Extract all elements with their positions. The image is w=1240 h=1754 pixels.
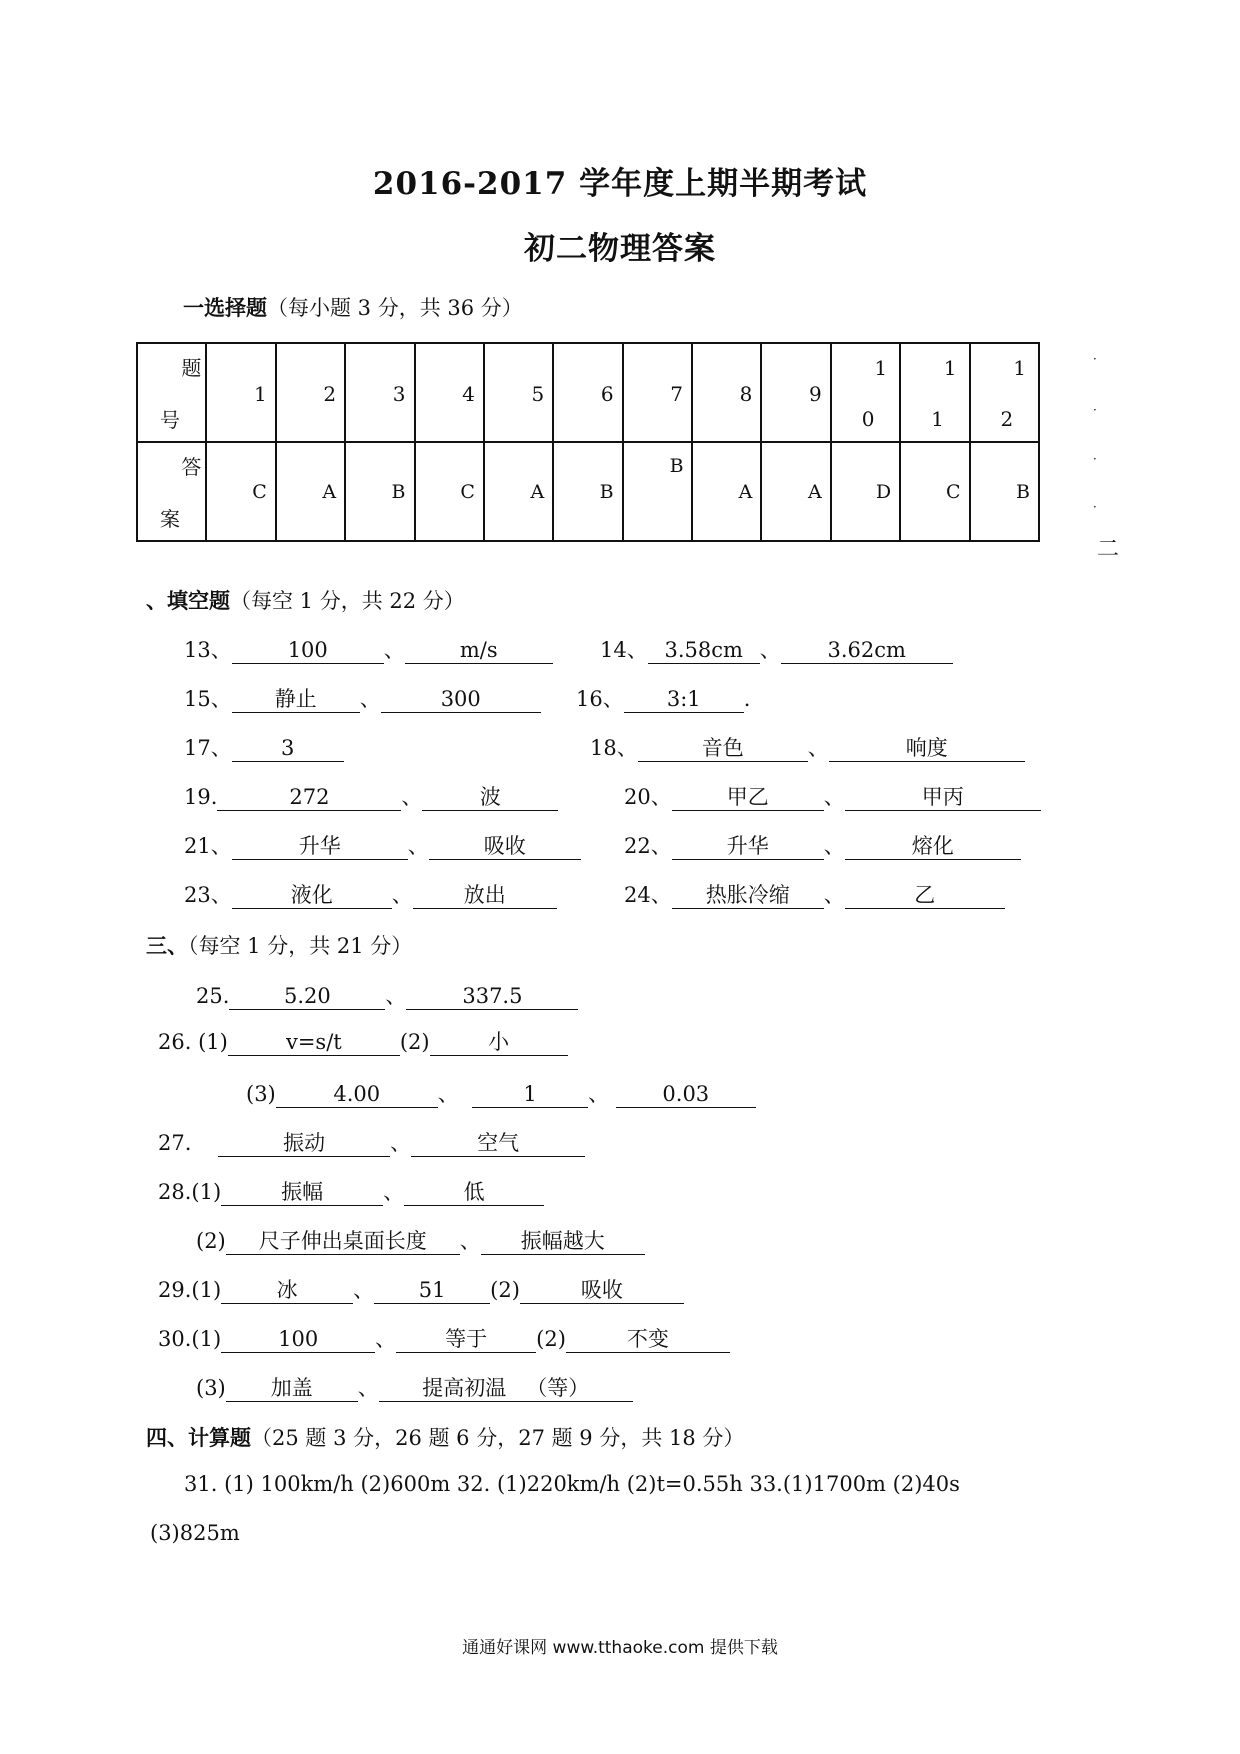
question-number-cell bbox=[415, 343, 484, 442]
answer-blank: 300 bbox=[381, 686, 541, 713]
separator: 、 bbox=[383, 1180, 405, 1204]
exp-item-30 bbox=[158, 1323, 730, 1353]
answer-blank: 放出 bbox=[413, 882, 557, 909]
section-calculation-heading bbox=[146, 1422, 744, 1452]
answer-blank: 静止 bbox=[232, 686, 360, 713]
question-number-cell bbox=[276, 343, 345, 442]
answer-text: 提高初温 bbox=[422, 1376, 507, 1400]
answer-blank: 升华 bbox=[672, 833, 824, 860]
answer-blank: 小 bbox=[430, 1029, 568, 1056]
answer-cell bbox=[553, 442, 622, 541]
fill-item-15 bbox=[184, 683, 541, 713]
part-label: (2) bbox=[399, 1030, 430, 1054]
question-number-ones: 0 bbox=[861, 407, 875, 431]
question-number-cell bbox=[900, 343, 969, 442]
answer-blank: 音色 bbox=[638, 735, 808, 762]
separator: 、 bbox=[823, 883, 845, 907]
answer-cell bbox=[345, 442, 414, 541]
question-number-cell bbox=[484, 343, 553, 442]
item-label: 23、 bbox=[184, 883, 232, 907]
part-label: (3) bbox=[246, 1082, 276, 1106]
item-label: 27. bbox=[158, 1131, 192, 1155]
fill-item-19 bbox=[184, 781, 558, 811]
part-label: (2) bbox=[196, 1229, 226, 1253]
answer-blank: 振动 bbox=[218, 1130, 390, 1157]
answer-letter: A bbox=[322, 481, 337, 503]
header-label-cell bbox=[137, 343, 206, 442]
answer-blank: 337.5 bbox=[406, 983, 578, 1010]
answer-cell bbox=[970, 442, 1040, 541]
header-label-top: 题 bbox=[181, 356, 202, 380]
question-number-ones: 2 bbox=[1000, 407, 1014, 431]
question-number: 8 bbox=[739, 382, 753, 406]
answer-blank: 3.58cm bbox=[648, 637, 760, 664]
separator: 、 bbox=[375, 1327, 397, 1351]
answer-blank: 51 bbox=[374, 1277, 490, 1304]
part-label: (2) bbox=[536, 1327, 566, 1351]
fill-item-23 bbox=[184, 879, 557, 909]
answer-blank: 100 bbox=[221, 1326, 375, 1353]
fill-item-21 bbox=[184, 830, 581, 860]
item-label: 22、 bbox=[624, 834, 672, 858]
item-label: 26. bbox=[158, 1030, 192, 1054]
answer-blank: 振幅越大 bbox=[481, 1228, 645, 1255]
answer-blank: 1 bbox=[472, 1081, 588, 1108]
answer-letter: A bbox=[738, 481, 753, 503]
separator: 、 bbox=[390, 1131, 412, 1155]
item-label: 16、 bbox=[576, 687, 624, 711]
separator: 、 bbox=[357, 1376, 379, 1400]
question-number-cell bbox=[206, 343, 275, 442]
exp-item-25 bbox=[196, 980, 578, 1010]
question-number-tens: 1 bbox=[943, 356, 957, 380]
answer-blank: 甲丙 bbox=[845, 784, 1041, 811]
margin-dot: · bbox=[1093, 452, 1097, 466]
answer-blank: 热胀冷缩 bbox=[672, 882, 824, 909]
answer-cell bbox=[900, 442, 969, 541]
question-number-cell bbox=[761, 343, 830, 442]
answer-note: （等） bbox=[526, 1376, 590, 1400]
separator: 、 bbox=[385, 984, 407, 1008]
section-experiment-heading bbox=[146, 930, 412, 960]
question-number-ones: 1 bbox=[931, 407, 944, 431]
separator: 、 bbox=[401, 785, 423, 809]
answer-label-top: 答 bbox=[181, 455, 202, 479]
table-row-answers bbox=[137, 442, 1039, 541]
answer-letter: B bbox=[1016, 481, 1030, 503]
answer-blank: 吸收 bbox=[520, 1277, 684, 1304]
answer-blank: 5.20 bbox=[229, 983, 385, 1010]
answer-cell bbox=[276, 442, 345, 541]
answer-blank bbox=[379, 1375, 633, 1402]
answer-blank: 低 bbox=[404, 1179, 544, 1206]
answer-cell bbox=[692, 442, 761, 541]
separator: 、 bbox=[437, 1082, 459, 1106]
answer-blank: 100 bbox=[232, 637, 384, 664]
item-label: 15、 bbox=[184, 687, 232, 711]
answer-blank: 乙 bbox=[845, 882, 1005, 909]
item-label: 19. bbox=[184, 785, 218, 809]
answer-label-cell bbox=[137, 442, 206, 541]
answer-letter: A bbox=[530, 481, 545, 503]
question-number: 6 bbox=[600, 382, 614, 406]
fill-item-20 bbox=[624, 781, 1041, 811]
section-calculation-title: 四、计算题 bbox=[146, 1425, 251, 1450]
question-number-cell bbox=[553, 343, 622, 442]
separator: 、 bbox=[383, 638, 405, 662]
separator: 、 bbox=[459, 1229, 481, 1253]
answer-letter: B bbox=[391, 481, 406, 503]
answer-blank: 升华 bbox=[232, 833, 408, 860]
answer-blank: 0.03 bbox=[616, 1081, 756, 1108]
answer-blank: 不变 bbox=[566, 1326, 730, 1353]
answer-blank: 吸收 bbox=[429, 833, 581, 860]
margin-dot: · bbox=[1093, 403, 1097, 417]
item-label: 28. bbox=[158, 1180, 192, 1204]
answer-blank: 加盖 bbox=[226, 1375, 358, 1402]
answer-cell bbox=[484, 442, 553, 541]
section-fill-title: 、填空题 bbox=[146, 588, 230, 613]
answer-cell bbox=[415, 442, 484, 541]
exp-item-30-part3 bbox=[196, 1372, 633, 1402]
question-number-cell bbox=[692, 343, 761, 442]
fill-item-16 bbox=[576, 683, 750, 713]
question-number: 7 bbox=[670, 382, 683, 406]
answer-blank: 响度 bbox=[829, 735, 1025, 762]
margin-dot: · bbox=[1093, 352, 1097, 366]
exp-item-28 bbox=[158, 1176, 544, 1206]
footer-source: 通通好课网 www.tthaoke.com 提供下载 bbox=[462, 1638, 778, 1658]
answer-blank: 尺子伸出桌面长度 bbox=[226, 1228, 460, 1255]
answer-blank: 3:1 bbox=[624, 686, 744, 713]
separator: 、 bbox=[353, 1278, 375, 1302]
section-experiment-note: （每空 1 分，共 21 分） bbox=[188, 934, 413, 958]
question-number: 3 bbox=[392, 382, 406, 406]
table-row-numbers bbox=[137, 343, 1039, 442]
calculation-answers-line2: (3)825m bbox=[150, 1521, 240, 1545]
answer-letter: B bbox=[599, 481, 614, 503]
answer-blank: v=s/t bbox=[228, 1029, 400, 1056]
question-number: 5 bbox=[531, 382, 545, 406]
margin-dot: · bbox=[1093, 500, 1097, 514]
answer-blank: 波 bbox=[422, 784, 558, 811]
separator: 、 bbox=[759, 638, 781, 662]
item-label: 21、 bbox=[184, 834, 232, 858]
fill-item-17 bbox=[184, 732, 344, 762]
answer-blank: 272 bbox=[217, 784, 401, 811]
answer-blank: 液化 bbox=[232, 882, 392, 909]
item-label: 30. bbox=[158, 1327, 192, 1351]
margin-section-mark: 二 bbox=[1097, 537, 1120, 562]
answer-cell bbox=[761, 442, 830, 541]
header-label-bottom: 号 bbox=[160, 408, 180, 432]
tail-mark: . bbox=[743, 687, 751, 711]
section-fill-note: （每空 1 分，共 22 分） bbox=[230, 589, 465, 613]
item-label: 14、 bbox=[600, 638, 648, 662]
answer-letter: C bbox=[252, 481, 267, 503]
answer-blank: 振幅 bbox=[221, 1179, 383, 1206]
separator: 、 bbox=[807, 736, 829, 760]
question-number-tens: 1 bbox=[1013, 356, 1026, 380]
answer-blank: 空气 bbox=[411, 1130, 585, 1157]
answer-letter: C bbox=[460, 481, 475, 503]
item-label: 13、 bbox=[184, 638, 232, 662]
separator: 、 bbox=[588, 1082, 610, 1106]
question-number-tens: 1 bbox=[874, 356, 888, 380]
fill-item-18 bbox=[590, 732, 1025, 762]
answer-blank: m/s bbox=[405, 637, 553, 664]
answer-blank: 3 bbox=[232, 735, 344, 762]
exp-item-29 bbox=[158, 1274, 684, 1304]
answer-cell bbox=[831, 442, 900, 541]
section-choice-heading bbox=[183, 292, 523, 322]
question-number-cell bbox=[623, 343, 692, 442]
item-label: 29. bbox=[158, 1278, 192, 1302]
separator: 、 bbox=[823, 785, 845, 809]
exp-item-27 bbox=[158, 1127, 585, 1157]
fill-item-13 bbox=[184, 634, 553, 664]
part-label: (1) bbox=[191, 1278, 222, 1302]
question-number-cell bbox=[345, 343, 414, 442]
section-experiment-title: 三、 bbox=[146, 933, 188, 958]
question-number-cell bbox=[970, 343, 1040, 442]
section-fill-heading bbox=[146, 585, 465, 615]
item-label: 25. bbox=[196, 984, 230, 1008]
answer-cell bbox=[623, 442, 692, 541]
choice-answer-table bbox=[136, 342, 1040, 542]
separator: 、 bbox=[823, 834, 845, 858]
answer-blank: 4.00 bbox=[276, 1081, 438, 1108]
item-label: 18、 bbox=[590, 736, 638, 760]
answer-letter: A bbox=[808, 481, 822, 503]
answer-blank: 冰 bbox=[221, 1277, 353, 1304]
item-label: 24、 bbox=[624, 883, 672, 907]
section-choice-note: （每小题 3 分，共 36 分） bbox=[267, 296, 523, 320]
answer-letter: D bbox=[875, 481, 892, 503]
answer-blank: 等于 bbox=[396, 1326, 536, 1353]
exam-title: 2016-2017 学年度上期半期考试 bbox=[372, 166, 868, 202]
question-number-cell bbox=[831, 343, 900, 442]
exp-item-26-part3 bbox=[246, 1078, 756, 1108]
separator: 、 bbox=[359, 687, 381, 711]
part-label: (3) bbox=[196, 1376, 226, 1400]
answer-letter: B bbox=[669, 455, 684, 477]
separator: 、 bbox=[391, 883, 413, 907]
question-number: 4 bbox=[462, 382, 475, 406]
part-label: (1) bbox=[191, 1180, 222, 1204]
section-calculation-note: （25 题 3 分，26 题 6 分，27 题 9 分，共 18 分） bbox=[251, 1426, 745, 1450]
part-label: (1) bbox=[191, 1327, 222, 1351]
answer-title: 初二物理答案 bbox=[524, 231, 716, 267]
answer-letter: C bbox=[945, 481, 961, 503]
answer-blank: 甲乙 bbox=[672, 784, 824, 811]
part-label: (1) bbox=[198, 1030, 228, 1054]
exp-item-28-part2 bbox=[196, 1225, 645, 1255]
answer-blank: 3.62cm bbox=[781, 637, 953, 664]
question-number: 1 bbox=[254, 382, 267, 406]
fill-item-14 bbox=[600, 634, 953, 664]
item-label: 17、 bbox=[184, 736, 232, 760]
answer-cell bbox=[206, 442, 275, 541]
fill-item-22 bbox=[624, 830, 1021, 860]
fill-item-24 bbox=[624, 879, 1005, 909]
answer-label-bottom: 案 bbox=[160, 507, 180, 531]
question-number: 9 bbox=[809, 382, 822, 406]
part-label: (2) bbox=[490, 1278, 520, 1302]
exp-item-26 bbox=[158, 1029, 568, 1056]
item-label: 20、 bbox=[624, 785, 672, 809]
answer-blank: 熔化 bbox=[845, 833, 1021, 860]
separator: 、 bbox=[407, 834, 429, 858]
question-number: 2 bbox=[323, 382, 337, 406]
section-choice-title: 一选择题 bbox=[183, 295, 267, 320]
calculation-answers-line1: 31. (1) 100km/h (2)600m 32. (1)220km/h (2)t=0.55h 33.(1)1700m (2)40s bbox=[184, 1472, 960, 1496]
